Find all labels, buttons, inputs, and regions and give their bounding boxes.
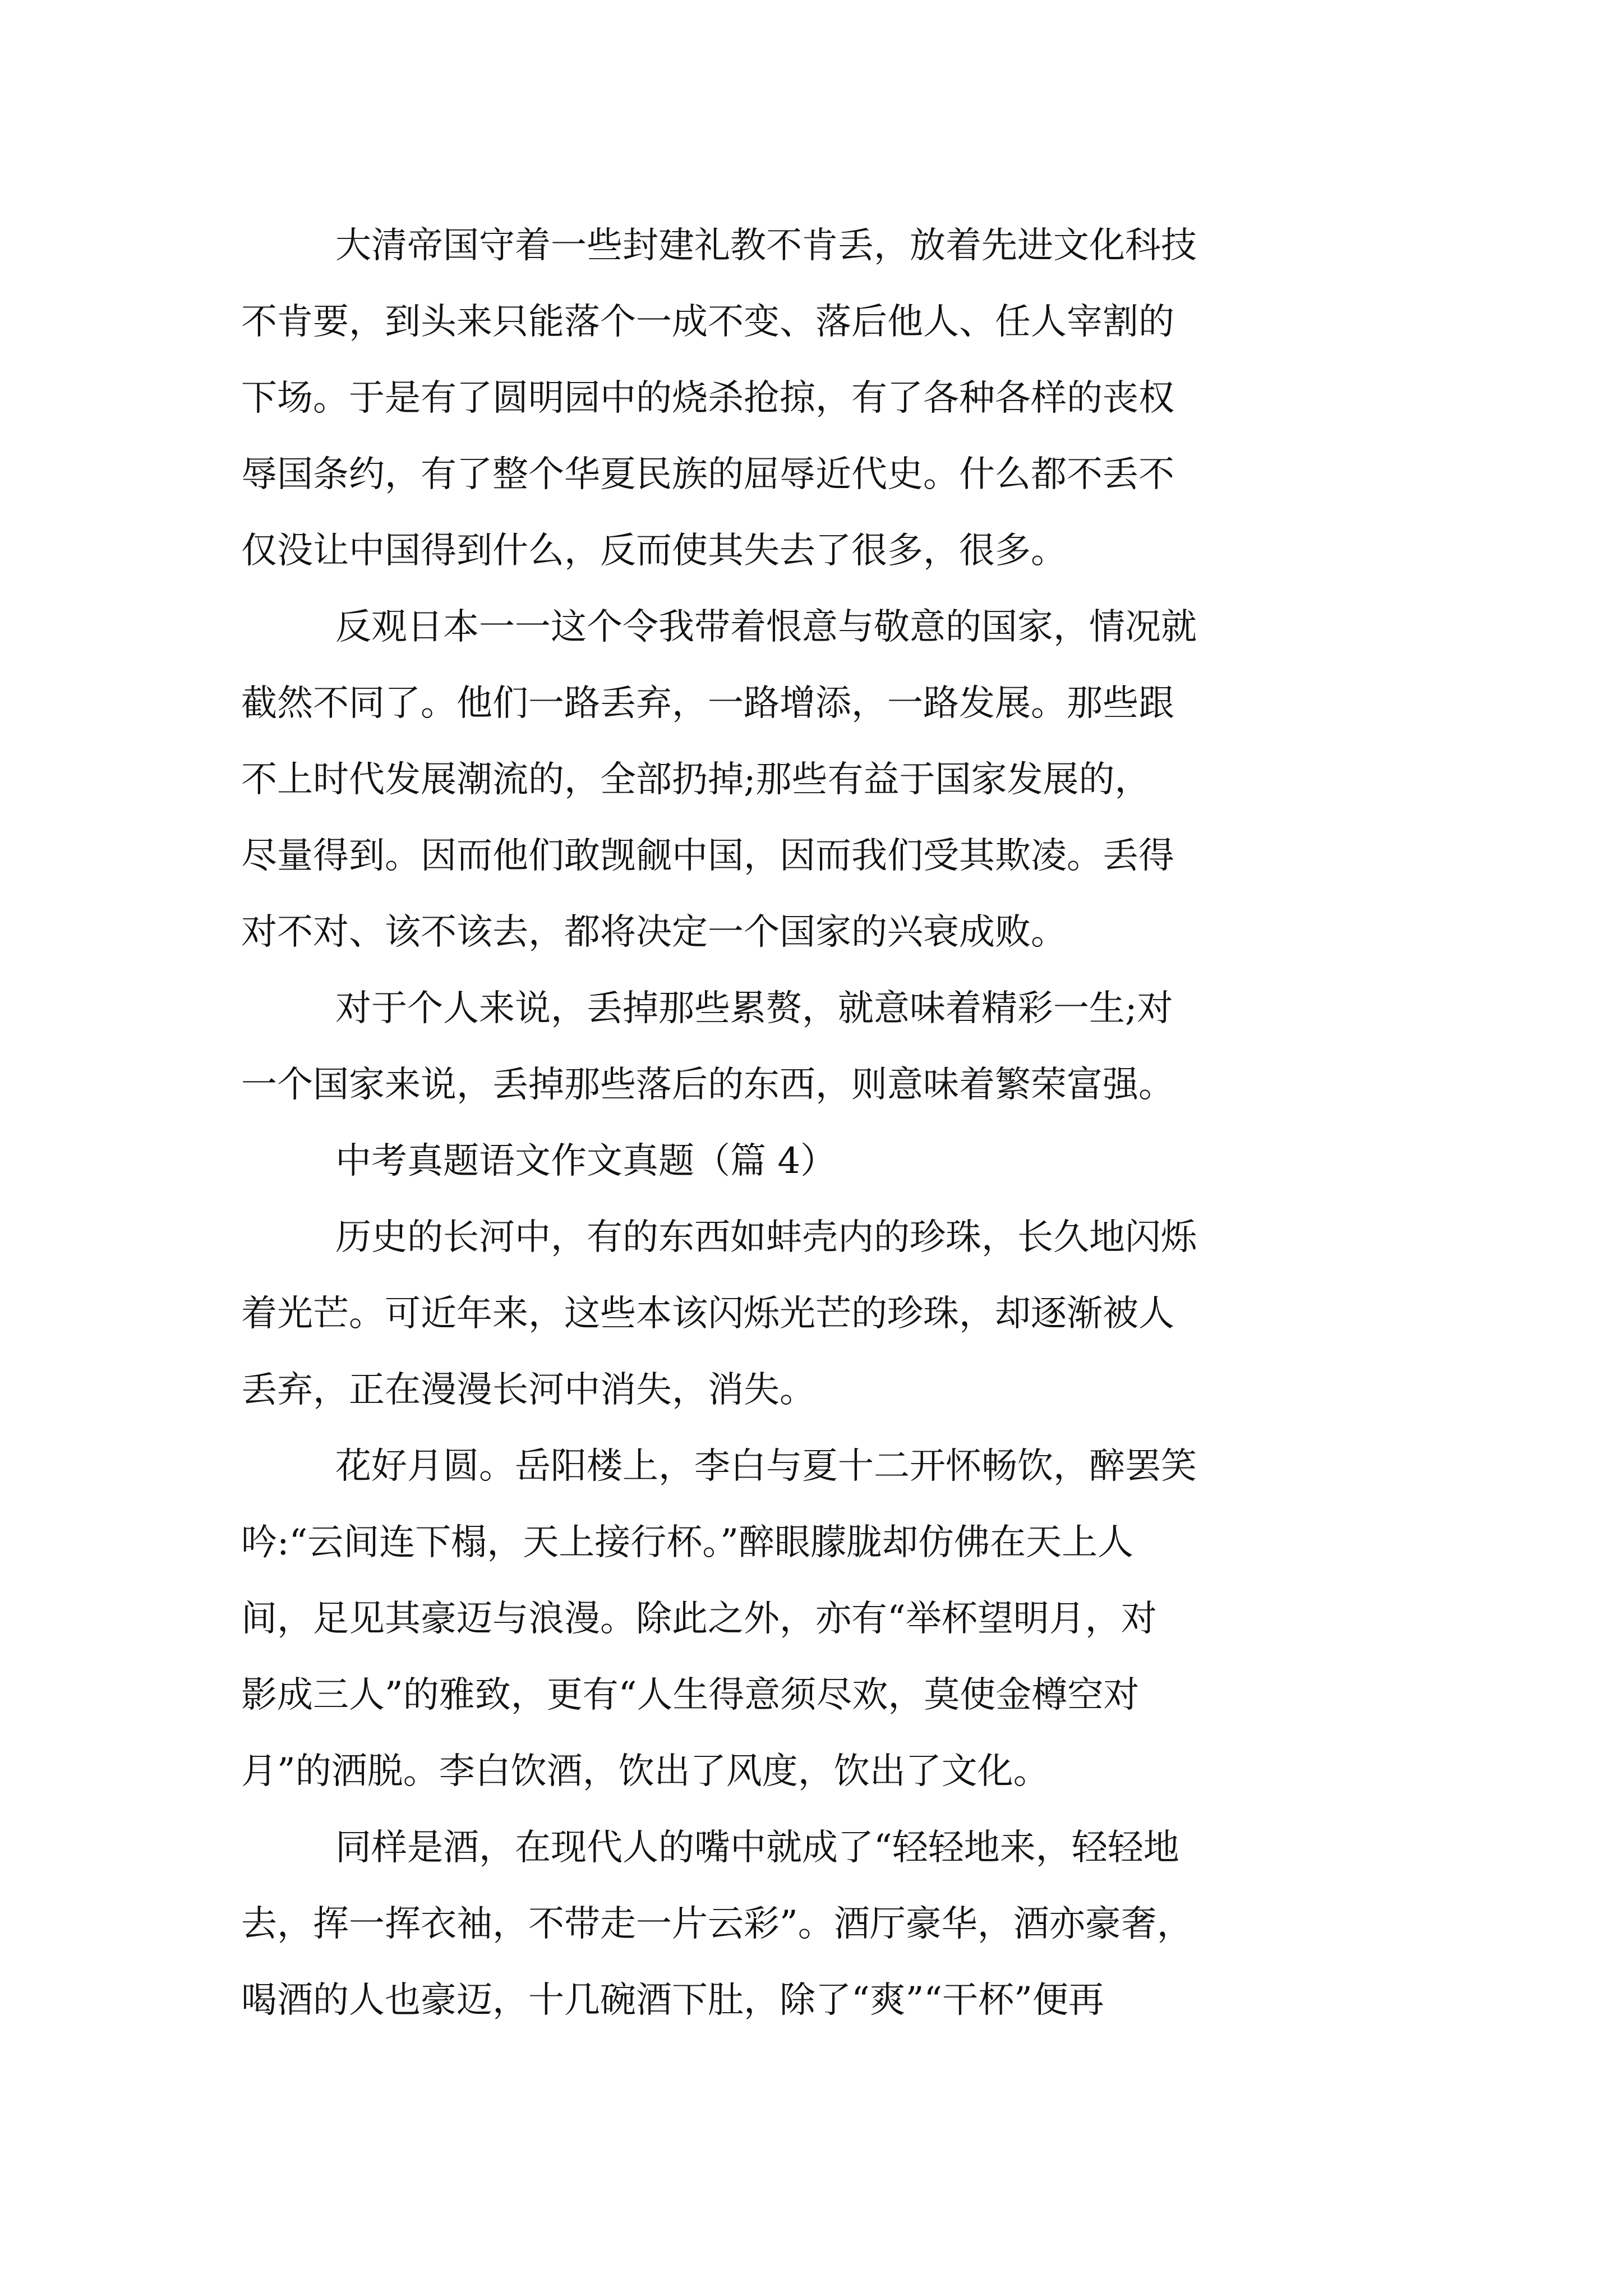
- paragraph-line: 去，挥一挥衣袖，不带走一片云彩”。酒厅豪华，酒亦豪奢，: [241, 1903, 1193, 1945]
- paragraph-line: 下场。于是有了圆明园中的烧杀抢掠，有了各种各样的丧权: [241, 378, 1174, 419]
- paragraph-line: 对不对、该不该去，都将决定一个国家的兴衰成败。: [241, 912, 1067, 953]
- section-heading: 中考真题语文作文真题（篇 4）: [335, 1140, 837, 1182]
- paragraph-line: 仅没让中国得到什么，反而使其失去了很多，很多。: [241, 530, 1067, 572]
- paragraph-line: 历史的长河中，有的东西如蚌壳内的珍珠，长久地闪烁: [335, 1217, 1197, 1258]
- paragraph-line: 截然不同了。他们一路丢弃，一路增添，一路发展。那些跟: [241, 683, 1174, 724]
- paragraph-line: 反观日本一一这个令我带着恨意与敬意的国家，情况就: [335, 606, 1197, 648]
- paragraph-line: 不上时代发展潮流的，全部扔掉;那些有益于国家发展的，: [241, 759, 1151, 800]
- paragraph-line: 花好月圆。岳阳楼上，李白与夏十二开怀畅饮，醉罢笑: [335, 1446, 1197, 1487]
- paragraph-line: 对于个人来说，丢掉那些累赘，就意味着精彩一生;对: [335, 988, 1173, 1029]
- paragraph-line: 影成三人”的雅致，更有“人生得意须尽欢，莫使金樽空对: [241, 1674, 1140, 1716]
- paragraph-line: 不肯要，到头来只能落个一成不变、落后他人、任人宰割的: [241, 301, 1174, 343]
- document-body: [241, 208, 1385, 2039]
- paragraph-line: 着光芒。可近年来，这些本该闪烁光芒的珍珠，却逐渐被人: [241, 1293, 1174, 1335]
- paragraph-line: 辱国条约，有了整个华夏民族的屈辱近代史。什么都不丢不: [241, 454, 1174, 495]
- paragraph-line: 一个国家来说，丢掉那些落后的东西，则意味着繁荣富强。: [241, 1064, 1174, 1106]
- paragraph-line: 大清帝国守着一些封建礼教不肯丢，放着先进文化科技: [335, 225, 1197, 266]
- paragraph-line: 丢弃，正在漫漫长河中消失，消失。: [241, 1369, 815, 1411]
- paragraph-line: 吟:“云间连下榻，天上接行杯。”醉眼朦胧却仿佛在天上人: [241, 1522, 1133, 1563]
- paragraph-line: 喝酒的人也豪迈，十几碗酒下肚，除了“爽”“干杯”便再: [241, 1980, 1104, 2021]
- paragraph-line: 同样是酒，在现代人的嘴中就成了“轻轻地来，轻轻地: [335, 1827, 1179, 1869]
- paragraph-line: 尽量得到。因而他们敢觊觎中国，因而我们受其欺凌。丢得: [241, 835, 1174, 877]
- paragraph-line: 间，足见其豪迈与浪漫。除此之外，亦有“举杯望明月，对: [241, 1598, 1157, 1640]
- paragraph-line: 月”的洒脱。李白饮酒，饮出了风度，饮出了文化。: [241, 1751, 1049, 1792]
